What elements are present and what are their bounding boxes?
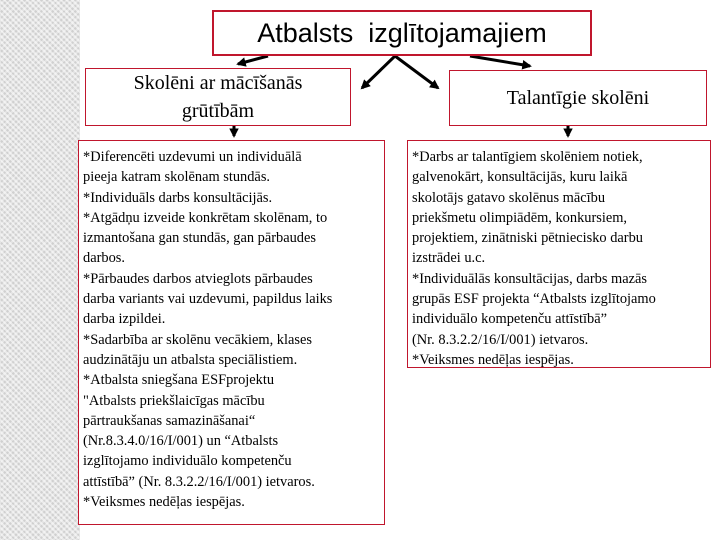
- content-line: pārtraukšanas samazināšanai“: [83, 412, 256, 429]
- content-line: darbos.: [83, 250, 125, 267]
- diagram-title: Atbalsts izglītojamajiem: [257, 17, 547, 48]
- content-line: grupās ESF projekta “Atbalsts izglītojamo: [412, 291, 656, 308]
- content-line: *Diferencēti uzdevumi un individuālā: [83, 149, 302, 165]
- heading-left-line: grūtībām: [181, 100, 255, 122]
- content-line: *Individuālās konsultācijas, darbs mazās: [412, 270, 647, 287]
- content-line: *Darbs ar talantīgiem skolēniem notiek,: [412, 149, 643, 165]
- content-line: (Nr.8.3.4.0/16/I/001) un “Atbalsts: [83, 433, 279, 450]
- content-line: (Nr. 8.3.2.2/16/I/001) ietvaros.: [412, 331, 589, 348]
- content-box-left: [78, 140, 385, 525]
- title-box: [212, 10, 592, 56]
- content-line: *Pārbaudes darbos atvieglots pārbaudes: [83, 270, 313, 287]
- content-line: *Sadarbība ar skolēnu vecākiem, klases: [83, 331, 312, 348]
- arrow-center-down-left: [362, 56, 395, 88]
- content-line: projektiem, zinātniski pētniecisko darbu: [412, 230, 643, 247]
- content-line: attīstībā” (Nr. 8.3.2.2/16/I/001) ietvaros.: [83, 473, 315, 490]
- content-line: galvenokārt, konsultācijās, kuru laikā: [412, 169, 628, 186]
- content-line: "Atbalsts priekšlaicīgas mācību: [83, 392, 265, 409]
- content-line: *Veiksmes nedēļas iespējas.: [412, 351, 574, 368]
- heading-box-left: [85, 68, 351, 126]
- content-line: *Individuāls darbs konsultācijās.: [83, 189, 273, 206]
- arrow-title-to-left: [238, 56, 268, 64]
- content-line: *Veiksmes nedēļas iespējas.: [83, 494, 245, 511]
- heading-right: Talantīgie skolēni: [506, 86, 650, 109]
- content-line: darba izpildei.: [83, 311, 166, 328]
- content-line: audzinātāju un atbalsta speciālistiem.: [83, 351, 298, 368]
- content-line: skolotājs gatavo skolēnus mācību: [412, 189, 606, 206]
- heading-left-line: Skolēni ar mācīšanās: [133, 72, 303, 94]
- content-box-right: [407, 140, 711, 368]
- content-line: izglītojamo individuālo kompetenču: [83, 453, 292, 470]
- content-line: izmantošana gan stundās, gan pārbaudes: [83, 230, 316, 247]
- heading-box-right: [449, 70, 707, 126]
- arrow-title-to-right: [470, 56, 530, 66]
- content-line: *Atbalsta sniegšana ESFprojektu: [83, 372, 275, 389]
- content-line: izstrādei u.c.: [412, 250, 486, 267]
- content-line: *Atgādņu izveide konkrētam skolēnam, to: [83, 209, 328, 226]
- content-line: priekšmetu olimpiādēm, konkursiem,: [412, 209, 628, 226]
- content-line: darba variants vai uzdevumi, papildus laiks: [83, 291, 333, 308]
- content-line: pieeja katram skolēnam stundās.: [83, 169, 271, 186]
- arrow-center-down-right: [395, 56, 438, 88]
- content-line: individuālo kompetenču attīstībā”: [412, 311, 608, 328]
